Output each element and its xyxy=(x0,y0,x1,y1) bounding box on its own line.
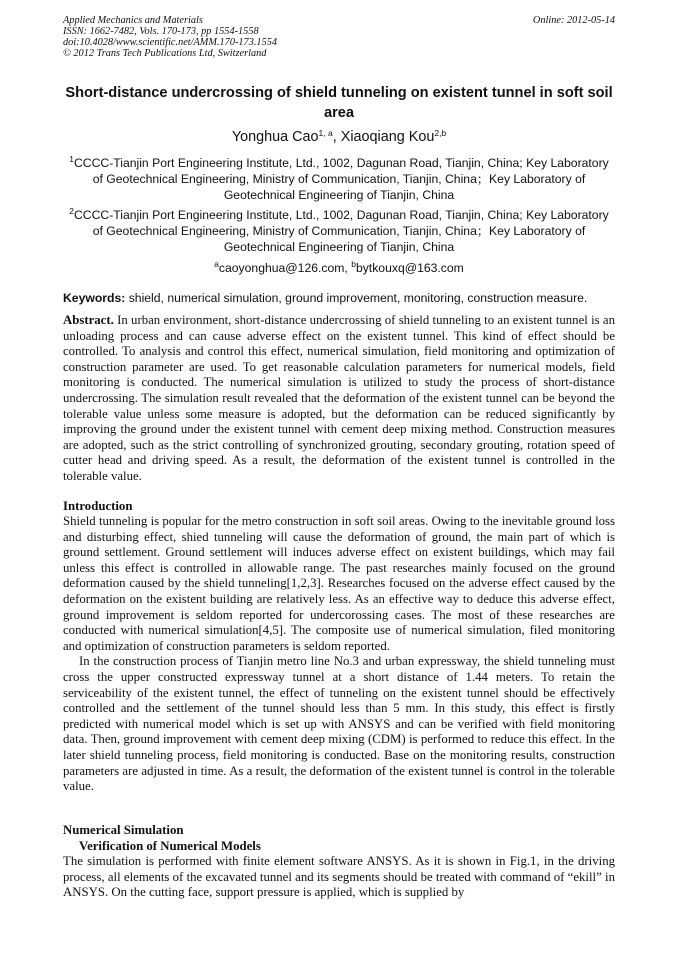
journal-copyright: © 2012 Trans Tech Publications Ltd, Switzerland xyxy=(63,48,267,59)
keywords xyxy=(63,290,615,306)
abstract-label: Abstract. xyxy=(63,313,114,327)
author-separator: , xyxy=(332,129,341,145)
email-line xyxy=(63,260,615,276)
journal-header xyxy=(63,15,615,59)
abstract-text: In urban environment, short-distance undercrossing of shield tunneling to an existent tunnel is an unloading process and can cause adverse effect on the existent tunnel. This kind of effect should be controlled. To analysis and control this effect, numerical simulation, field monitoring and optimization of construction parameter are used. To get reasonable calculation parameters for numerical models, field monitoring is conducted. The numerical simulation is utilized to study the process of short-distance undercrossing. The simulation result revealed that the deformation of the existent tunnel can be beyond the tolerable value unless some measure is adopted, but the deformation can be reduced significantly by improving the ground under the existent tunnel with cement deep mixing method. Construction measures are adopted, such as the strict controlling of synchronized grouting, secondary grouting, rotation speed of cutter head and driving speed. As a result, the deformation of the existent tunnel is controlled in the tolerable value. xyxy=(63,313,615,483)
affiliation xyxy=(63,155,615,203)
abstract xyxy=(63,313,615,485)
email-superscript: b xyxy=(351,259,356,269)
email-superscript: a xyxy=(214,259,219,269)
journal-name: Applied Mechanics and Materials xyxy=(63,15,203,26)
email-address: caoyonghua@126.com xyxy=(218,261,345,275)
affiliation-text: CCCC-Tianjin Port Engineering Institute, Ltd., 1002, Dagunan Road, Tianjin, China; Key Laboratory of Geotechnical Engineering, Ministry of Communication, Tianjin, China；Key Laboratory of Geotechnical Engineering of Tianjin, China xyxy=(73,208,609,254)
email-address: bytkouxq@163.com xyxy=(355,261,464,275)
paragraph: Shield tunneling is popular for the metro construction in soft soil areas. Owing to the inevitable ground loss and disturbing effect, shied tunneling will cause the deformation of ground, the main part of which is ground settlement. Ground settlement will induces adverse effect on existent buildings, which may fail unless this effect is controlled in allowable range. The past researches mainly focused on the ground deformation caused by the shield tunneling[1,2,3]. Researches focused on the adverse effect caused by the deformation on the existent building are relatively less. As an effective way to deduce this adverse effect, ground improvement is seldom reported for undercorossing cases. The most of these researches are conducted with numerical simulation[4,5]. The composite use of numerical simulation, filed monitoring and optimization of construction parameters is seldom reported. xyxy=(63,514,615,653)
numerical-simulation-body xyxy=(63,854,615,901)
affiliation-superscript: 1 xyxy=(69,154,74,164)
journal-doi: doi:10.4028/www.scientific.net/AMM.170-173.1554 xyxy=(63,37,278,48)
author-line xyxy=(63,127,615,147)
online-date: Online: 2012-05-14 xyxy=(532,15,615,26)
paragraph: The simulation is performed with finite element software ANSYS. As it is shown in Fig.1, in the driving process, all elements of the excavated tunnel and its segments should be treated with command of “ekill” in ANSYS. On the cutting face, support pressure is applied, which is supplied by xyxy=(63,854,615,900)
paragraph: In the construction process of Tianjin metro line No.3 and urban expressway, the shield tunneling must cross the upper constructed expressway tunnel at a short distance of 1.44 meters. To retain the serviceability of the existent tunnel, the effect of tunneling on the existent tunnel should be effectively controlled and the settlement of the tunnel should less than 5 mm. In this study, this effect is firstly predicted with numerical model which is set up with ANSYS and can be verified with field monitoring data. Then, ground improvement with cement deep mixing (CDM) is performed to reduce this effect. In the later shield tunneling process, field monitoring is conducted. Base on the monitoring results, construction parameters are adjusted in time. As a result, the deformation of the existent tunnel is control in the tolerable value. xyxy=(63,654,615,794)
section-heading-numerical-simulation: Numerical Simulation xyxy=(63,823,184,837)
affiliation-superscript: 2 xyxy=(69,206,74,216)
author-name: Yonghua Cao xyxy=(231,129,319,145)
author-superscript: 2,b xyxy=(434,128,447,138)
journal-issn: ISSN: 1662-7482, Vols. 170-173, pp 1554-1558 xyxy=(63,26,259,37)
introduction-body xyxy=(63,514,615,795)
author-name: Xiaoqiang Kou xyxy=(340,129,435,145)
affiliation-text: CCCC-Tianjin Port Engineering Institute, Ltd., 1002, Dagunan Road, Tianjin, China; Key Laboratory of Geotechnical Engineering, Ministry of Communication, Tianjin, China；Key Laboratory of Geotechnical Engineering of Tianjin, China xyxy=(73,156,609,202)
affiliation xyxy=(63,207,615,255)
author-superscript: 1, a xyxy=(318,128,333,138)
keywords-label: Keywords: xyxy=(63,291,126,305)
section-heading-introduction: Introduction xyxy=(63,499,133,513)
email-separator: , xyxy=(344,261,352,275)
keywords-text: shield, numerical simulation, ground improvement, monitoring, construction measure. xyxy=(125,291,588,305)
subsection-heading-verification: Verification of Numerical Models xyxy=(79,839,261,853)
paper-title: Short-distance undercrossing of shield tunneling on existent tunnel in soft soil area xyxy=(65,85,613,121)
